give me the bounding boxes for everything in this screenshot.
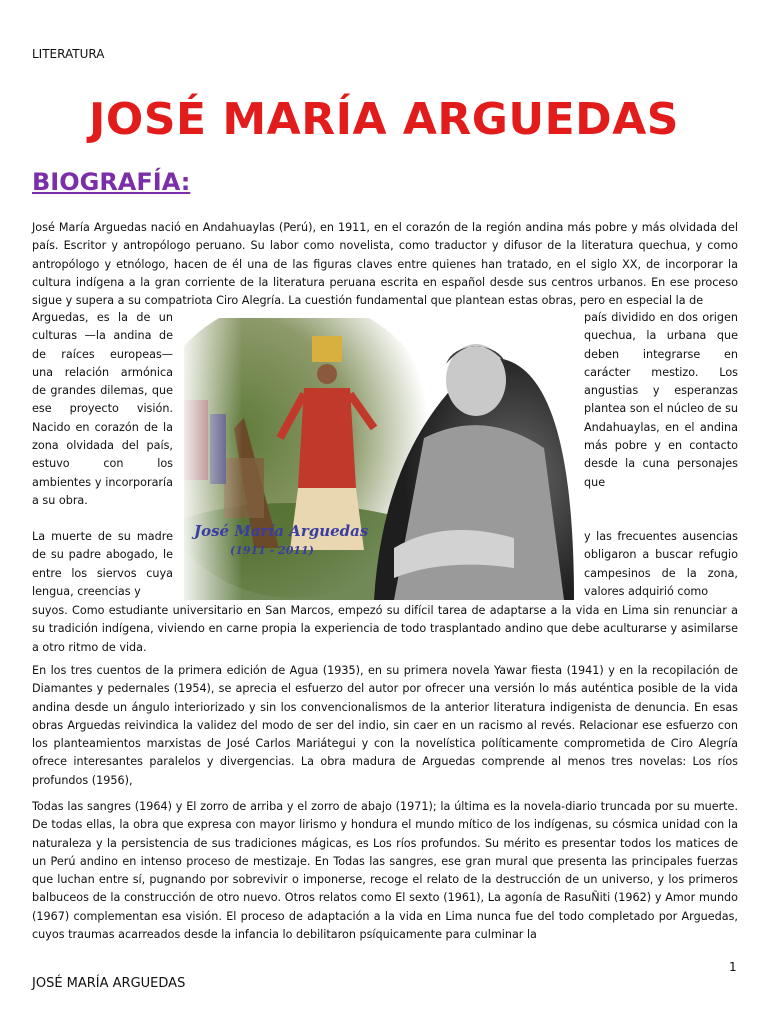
- page-number: 1: [729, 960, 737, 974]
- page-title: JOSÉ MARÍA ARGUEDAS: [89, 94, 679, 145]
- author-photo-collage: [184, 318, 574, 600]
- photo-caption-name: José María Arguedas: [194, 522, 369, 540]
- collage-image: [184, 318, 574, 600]
- right-column-text: país dividido en dos origen quechua, la urbana que deben integrarse en carácter mestizo. Los angustias y esperanzas plantea son el núcleo de su Andahuaylas, en el andina más pobre y en contacto desde la cuna personajes que: [584, 311, 738, 489]
- header-label: LITERATURA: [32, 47, 105, 61]
- footer-label: JOSÉ MARÍA ARGUEDAS: [32, 976, 186, 991]
- final-paragraph: Todas las sangres (1964) y El zorro de arriba y el zorro de abajo (1971); la última es la novela-diario truncada por su muerte. De todas ellas, la obra que expresa con mayor lirismo y hondura el mundo mítico de los indígenas, su cósmica unidad con la naturaleza y la persistencia de sus tradiciones mágicas, es Los ríos profundos. Su mérito es presentar todos los matices de un Perú andino en intenso proceso de mestizaje. En Todas las sangres, ese gran mural que presenta las principales fuerzas que luchan entre sí, pugnando por sobrevivir o imponerse, recoge el relato de la destrucción de un universo, y los primeros balbuceos de la construcción de otro nuevo. Otros relatos como El sexto (1961), La agonía de RasuÑiti (1962) y Amor mundo (1967) complementan esa visión. El proceso de adaptación a la vida en Lima nunca fue del todo completado por Arguedas, cuyos traumas acarreados desde la infancia lo debilitaron psíquicamente para culminar la: [32, 800, 738, 942]
- left-column-text: Arguedas, es la de un culturas —la andina de de raíces europeas— una relación armónica de grandes dilemas, que ese proyecto visión. Nacido en corazón de la zona olvidada del país, estuvo con los ambientes y incorporaría a su obra.: [32, 311, 173, 507]
- right-column-text-2: y las frecuentes ausencias obligaron a buscar refugio campesinos de la zona, valores adquirió como: [584, 530, 738, 598]
- continuation-paragraph: suyos. Como estudiante universitario en San Marcos, empezó su difícil tarea de adaptarse a la vida en Lima sin renunciar a su tradición indígena, viviendo en carne propia la experiencia de todo trasplantado andino que debe aculturarse y asimilarse a otro ritmo de vida.: [32, 604, 738, 654]
- photo-caption-years: (1911 - 2011): [230, 544, 314, 557]
- section-heading: BIOGRAFÍA:: [32, 168, 191, 196]
- works-paragraph: En los tres cuentos de la primera edición de Agua (1935), en su primera novela Yawar fiesta (1941) y en la recopilación de Diamantes y pedernales (1954), se aprecia el esfuerzo del autor por ofrecer una versión lo más auténtica posible de la vida andina desde un ángulo interiorizado y sin los convencionalismos de la anterior literatura indigenista de denuncia. En esas obras Arguedas reivindica la validez del modo de ser del indio, sin caer en un racismo al revés. Relacionar ese esfuerzo con los planteamientos marxistas de José Carlos Mariátegui y con la novelística políticamente comprometida de Ciro Alegría ofrece interesantes paralelos y divergencias. La obra madura de Arguedas comprende al menos tres novelas: Los ríos profundos (1956),: [32, 664, 738, 787]
- left-column-text-2: La muerte de su madre de su padre abogado, le entre los siervos cuya lengua, creencias y: [32, 530, 173, 598]
- intro-paragraph: José María Arguedas nació en Andahuaylas (Perú), en 1911, en el corazón de la región andina más pobre y más olvidada del país. Escritor y antropólogo peruano. Su labor como novelista, como traductor y difusor de la literatura quechua, y como antropólogo y etnólogo, hacen de él una de las figuras claves entre quienes han tratado, en el siglo XX, de incorporar la cultura indígena a la gran corriente de la literatura peruana escrita en español desde sus centros urbanos. En ese proceso sigue y supera a su compatriota Ciro Alegría. La cuestión fundamental que plantean estas obras, pero en especial la de: [32, 221, 738, 308]
